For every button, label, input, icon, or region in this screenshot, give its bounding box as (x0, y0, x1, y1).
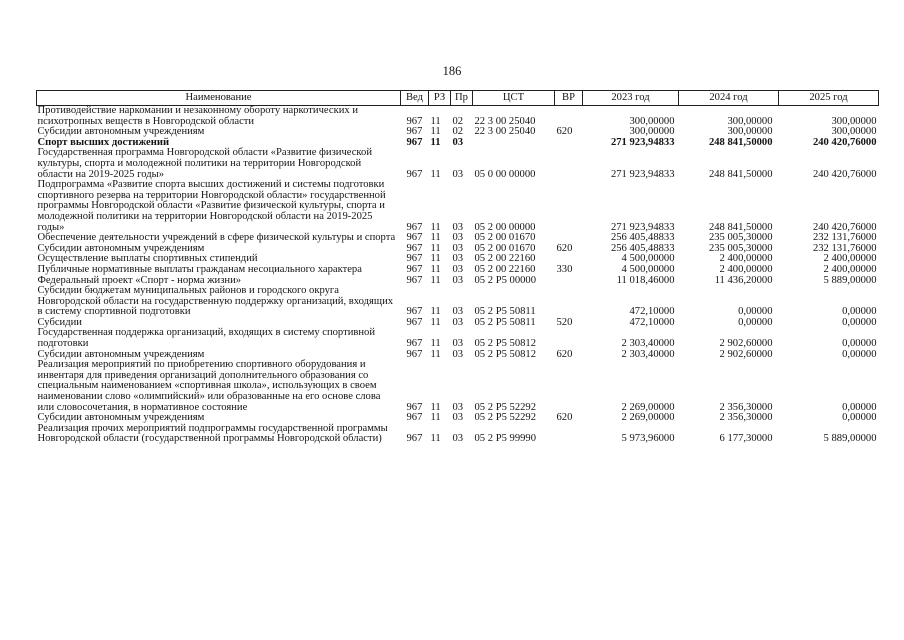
table-body (37, 106, 879, 446)
cell-rz: 11 (430, 232, 441, 244)
cell-name: Реализация прочих мероприятий подпрограммы государственной программы Новгородской области (государственной программы Новгородской области) (37, 422, 388, 445)
cell-2025: 2 400,00000 (823, 263, 877, 275)
cell-2023: 271 923,94833 (610, 221, 675, 233)
cell-2025: 2 400,00000 (823, 253, 877, 265)
cell-2023: 271 923,94833 (610, 136, 675, 148)
cell-ved: 967 (406, 412, 423, 424)
cell-cst: 05 2 P5 50811 (474, 316, 536, 328)
cell-2025: 300,00000 (831, 115, 877, 127)
cell-2023: 300,00000 (629, 115, 675, 127)
cell-pr: 03 (452, 401, 464, 413)
cell-rz: 11 (430, 136, 441, 148)
cell-name: Обеспечение деятельности учреждений в сфере физической культуры и спорта (37, 232, 396, 244)
cell-vr: 520 (556, 316, 573, 328)
cell-cst: 05 2 00 22160 (474, 253, 536, 265)
cell-rz: 11 (430, 242, 441, 254)
cell-2023: 256 405,48833 (610, 242, 675, 254)
cell-2023: 2 269,00000 (621, 401, 675, 413)
page-number: 186 (442, 64, 462, 78)
cell-name: Субсидии (37, 316, 82, 328)
cell-pr: 03 (452, 412, 464, 424)
cell-vr (555, 138, 583, 149)
cell-pr: 03 (452, 242, 464, 254)
cell-cst: 05 0 00 00000 (474, 168, 536, 180)
cell-2024: 300,00000 (727, 126, 773, 138)
cell-cst: 05 2 00 01670 (474, 232, 536, 244)
cell-vr (555, 424, 583, 445)
cell-2023: 4 500,00000 (621, 263, 675, 275)
cell-2025: 0,00000 (842, 338, 877, 350)
cell-2025: 0,00000 (842, 306, 877, 318)
cell-pr: 03 (452, 306, 464, 318)
table-row (37, 328, 879, 349)
cell-name: Федеральный проект «Спорт - норма жизни» (37, 274, 242, 286)
cell-ved: 967 (406, 126, 423, 138)
cell-pr: 02 (452, 126, 464, 138)
cell-rz: 11 (430, 253, 441, 265)
table-row (37, 286, 879, 318)
cell-pr: 03 (452, 338, 464, 350)
cell-pr: 03 (452, 433, 464, 445)
cell-rz: 11 (430, 338, 441, 350)
cell-cst: 05 2 00 22160 (474, 263, 536, 275)
cell-rz: 11 (430, 168, 441, 180)
cell-2024: 248 841,50000 (708, 136, 773, 148)
cell-2024: 2 902,60000 (719, 348, 773, 360)
header-vr: ВР (555, 91, 583, 106)
cell-pr: 03 (452, 221, 464, 233)
cell-2025: 240 420,76000 (812, 168, 877, 180)
cell-cst: 05 2 00 00000 (474, 221, 536, 233)
header-pr: Пр (451, 91, 473, 106)
cell-ved: 967 (406, 306, 423, 318)
cell-pr: 03 (452, 263, 464, 275)
cell-name: Субсидии автономным учреждениям (37, 348, 205, 360)
cell-pr: 03 (452, 316, 464, 328)
cell-name: Публичные нормативные выплаты гражданам несоциального характера (37, 263, 362, 275)
cell-ved: 967 (406, 253, 423, 265)
cell-name: Противодействие наркомании и незаконному обороту наркотических и психотропных веществ в Новгородской области (37, 105, 359, 127)
cell-name: Спорт высших достижений (37, 136, 170, 148)
cell-2024: 2 400,00000 (719, 263, 773, 275)
cell-2025: 240 420,76000 (812, 136, 877, 148)
cell-rz: 11 (430, 221, 441, 233)
cell-ved: 967 (406, 274, 423, 286)
cell-rz: 11 (430, 115, 441, 127)
cell-2024: 0,00000 (738, 316, 773, 328)
cell-name: Субсидии автономным учреждениям (37, 412, 205, 424)
cell-pr: 03 (452, 348, 464, 360)
cell-cst: 05 2 P5 52292 (474, 401, 537, 413)
table-row (37, 424, 879, 445)
cell-rz: 11 (430, 401, 441, 413)
cell-vr (555, 180, 583, 233)
cell-rz: 11 (430, 348, 441, 360)
cell-ved: 967 (406, 433, 423, 445)
cell-rz: 11 (430, 306, 441, 318)
cell-2024: 300,00000 (727, 115, 773, 127)
table-row (37, 148, 879, 180)
cell-ved: 967 (406, 263, 423, 275)
cell-2024: 235 005,30000 (708, 242, 773, 254)
cell-rz: 11 (430, 274, 441, 286)
cell-2024: 11 436,20000 (714, 274, 773, 286)
cell-2023: 472,10000 (629, 306, 675, 318)
header-cst: ЦСТ (473, 91, 555, 106)
cell-name: Реализация мероприятий по приобретению спортивного оборудования и инвентаря для приведения организаций дополнительного образования со специальным наименованием «спортивная школа», использующих в своем наименовании слово «олимпийский» или образованные на его основе слова или словосочетания, в нормативное состояние (37, 359, 381, 413)
cell-cst: 05 2 P5 99990 (474, 433, 537, 445)
table-row (37, 360, 879, 413)
cell-ved: 967 (406, 232, 423, 244)
cell-name: Государственная поддержка организаций, входящих в систему спортивной подготовки (37, 327, 376, 350)
cell-2025: 5 889,00000 (823, 433, 877, 445)
cell-rz: 11 (430, 126, 441, 138)
cell-2024: 2 902,60000 (719, 338, 773, 350)
cell-vr (555, 276, 583, 287)
header-2025: 2025 год (779, 91, 879, 106)
cell-2025: 0,00000 (842, 348, 877, 360)
cell-2025: 240 420,76000 (812, 221, 877, 233)
cell-pr: 03 (452, 136, 464, 148)
cell-ved: 967 (406, 401, 423, 413)
cell-2025: 5 889,00000 (823, 274, 877, 286)
cell-rz: 11 (430, 433, 441, 445)
cell-vr (555, 106, 583, 128)
table-row (37, 106, 879, 128)
cell-vr: 620 (556, 126, 573, 138)
cell-name: Субсидии автономным учреждениям (37, 126, 205, 138)
cell-vr (555, 148, 583, 180)
cell-name: Государственная программа Новгородской области «Развитие физической культуры, спорта и молодежной политики на территории Новгородской области на 2019-2025 годы» (37, 147, 373, 180)
cell-2023: 2 303,40000 (621, 338, 675, 350)
cell-rz: 11 (430, 412, 441, 424)
header-2024: 2024 год (679, 91, 779, 106)
cell-2023: 472,10000 (629, 316, 675, 328)
cell-cst: 22 3 00 25040 (474, 115, 536, 127)
cell-2025: 0,00000 (842, 316, 877, 328)
cell-cst: 05 2 00 01670 (474, 242, 536, 254)
cell-2023: 2 269,00000 (621, 412, 675, 424)
cell-2024: 248 841,50000 (708, 168, 773, 180)
cell-2023: 4 500,00000 (621, 253, 675, 265)
cell-2025: 0,00000 (842, 401, 877, 413)
cell-ved: 967 (406, 242, 423, 254)
cell-ved: 967 (406, 115, 423, 127)
cell-pr: 03 (452, 168, 464, 180)
cell-vr (555, 328, 583, 349)
cell-name: Осуществление выплаты спортивных стипендий (37, 253, 258, 265)
cell-ved: 967 (406, 338, 423, 350)
table-header-row (37, 91, 879, 106)
cell-vr: 620 (556, 348, 573, 360)
cell-2024: 2 400,00000 (719, 253, 773, 265)
cell-ved: 967 (406, 136, 423, 148)
budget-table (36, 90, 879, 445)
cell-2024: 0,00000 (738, 306, 773, 318)
cell-cst: 05 2 P5 52292 (474, 412, 537, 424)
cell-2024: 2 356,30000 (719, 401, 773, 413)
cell-2025: 300,00000 (831, 126, 877, 138)
cell-2025: 232 131,76000 (812, 242, 877, 254)
cell-2025: 232 131,76000 (812, 232, 877, 244)
cell-2025: 0,00000 (842, 412, 877, 424)
cell-pr: 03 (452, 232, 464, 244)
cell-vr (555, 286, 583, 318)
cell-cst (473, 138, 555, 149)
cell-ved: 967 (406, 221, 423, 233)
cell-vr (555, 360, 583, 413)
header-rz: РЗ (429, 91, 451, 106)
cell-vr: 620 (556, 412, 573, 424)
cell-ved: 967 (406, 316, 423, 328)
cell-2024: 6 177,30000 (719, 433, 773, 445)
header-ved: Вед (401, 91, 429, 106)
cell-cst: 05 2 P5 50812 (474, 338, 537, 350)
cell-pr: 03 (452, 274, 464, 286)
cell-2024: 235 005,30000 (708, 232, 773, 244)
cell-pr: 02 (452, 115, 464, 127)
cell-2024: 248 841,50000 (708, 221, 773, 233)
cell-2023: 5 973,96000 (621, 433, 675, 445)
cell-name: Подпрограмма «Развитие спорта высших достижений и системы подготовки спортивного резерва на территории Новгородской области» государственной программы Новгородской области «Развитие физической культуры, спорта и молодежной политики на территории Новгородской области на 2019-2025 годы» (37, 179, 386, 233)
cell-2023: 256 405,48833 (610, 232, 675, 244)
cell-name: Субсидии бюджетам муниципальных районов и городского округа Новгородской области на государственную поддержку организаций, входящих в систему спортивной подготовки (37, 285, 394, 318)
header-2023: 2023 год (583, 91, 679, 106)
table-row (37, 265, 879, 276)
cell-vr: 620 (556, 242, 573, 254)
cell-vr: 330 (556, 263, 573, 275)
cell-cst: 05 2 P5 50812 (474, 348, 537, 360)
cell-rz: 11 (430, 263, 441, 275)
cell-2023: 2 303,40000 (621, 348, 675, 360)
cell-name: Субсидии автономным учреждениям (37, 242, 205, 254)
cell-2023: 271 923,94833 (610, 168, 675, 180)
cell-ved: 967 (406, 348, 423, 360)
cell-2023: 300,00000 (629, 126, 675, 138)
cell-2024: 2 356,30000 (719, 412, 773, 424)
cell-ved: 967 (406, 168, 423, 180)
cell-cst: 05 2 P5 00000 (474, 274, 537, 286)
cell-cst: 22 3 00 25040 (474, 126, 536, 138)
table-row (37, 180, 879, 233)
cell-2023: 11 018,46000 (616, 274, 675, 286)
cell-pr: 03 (452, 253, 464, 265)
header-name: Наименование (37, 91, 401, 106)
cell-cst: 05 2 P5 50811 (474, 306, 536, 318)
cell-rz: 11 (430, 316, 441, 328)
